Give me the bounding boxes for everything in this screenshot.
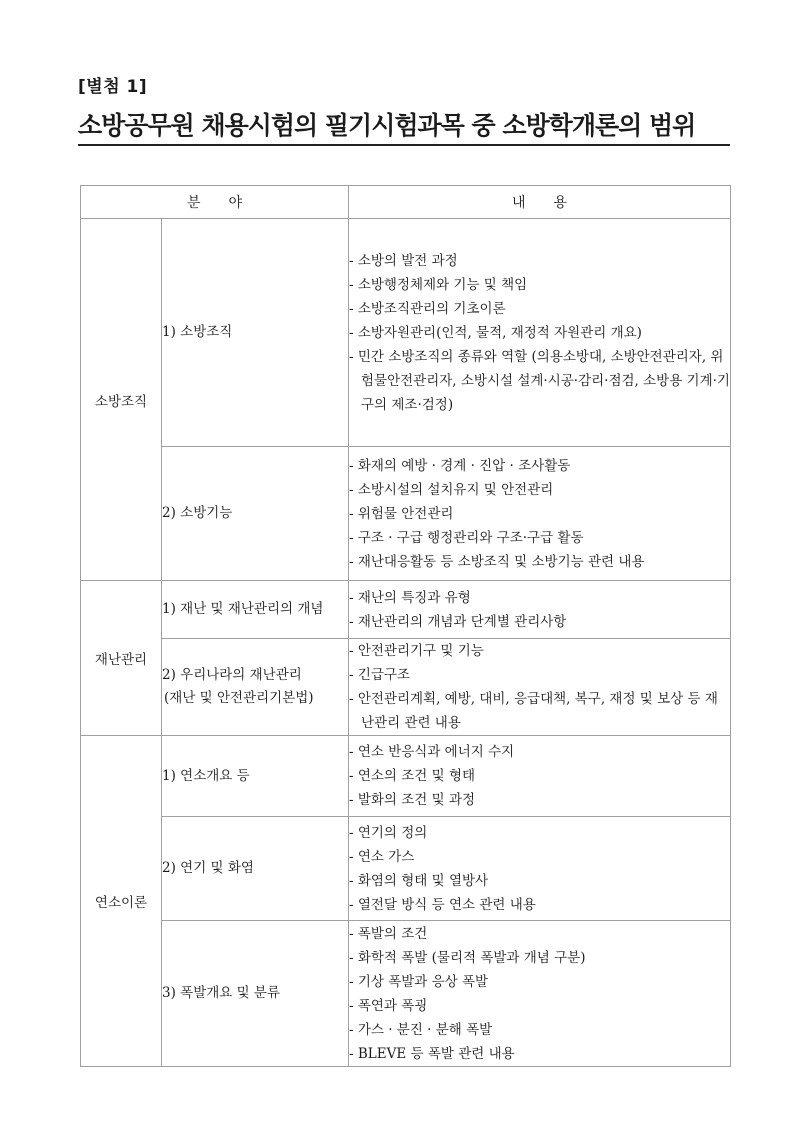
subcategory-label: 2) 우리나라의 재난관리 bbox=[162, 667, 302, 683]
table-body bbox=[81, 219, 731, 1067]
category-cell: 소방조직 bbox=[81, 219, 162, 581]
content-cell bbox=[349, 447, 731, 581]
content-cell bbox=[349, 219, 731, 447]
subcategory-label: 1) 연소개요 등 bbox=[162, 767, 250, 784]
list-item: - 화재의 예방 · 경계 · 진압 · 조사활동 bbox=[349, 457, 571, 474]
list-item: - 안전관리계획, 예방, 대비, 응급대책, 복구, 재정 및 보상 등 재난관리 관련 내용 bbox=[349, 691, 718, 731]
subcategory-label: 2) 연기 및 화염 bbox=[162, 860, 254, 876]
subcategory-label: (재난 및 안전관리기본법) bbox=[164, 690, 314, 706]
list-item: - 열전달 방식 등 연소 관련 내용 bbox=[349, 896, 536, 913]
subcategory-cell bbox=[162, 736, 349, 817]
header-field: 분 야 bbox=[81, 186, 349, 219]
subcategory-cell bbox=[162, 219, 349, 447]
content-list bbox=[349, 454, 730, 574]
list-item: - 폭연과 폭굉 bbox=[349, 997, 428, 1014]
list-item: - 재난대응활동 등 소방조직 및 소방기능 관련 내용 bbox=[349, 553, 645, 570]
subcategory-cell bbox=[162, 581, 349, 639]
scope-table bbox=[80, 185, 731, 1067]
title-underline bbox=[78, 144, 730, 146]
list-item: - 기상 폭발과 응상 폭발 bbox=[349, 973, 489, 990]
content-list bbox=[349, 740, 730, 812]
content-list bbox=[349, 821, 730, 917]
subcategory-cell bbox=[162, 447, 349, 581]
list-item: - 안전관리기구 및 기능 bbox=[349, 643, 484, 659]
list-item: - 연소의 조건 및 형태 bbox=[349, 768, 476, 784]
list-item: - 소방의 발전 과정 bbox=[349, 252, 458, 269]
list-item: - 구조 · 구급 행정관리와 구조·구급 활동 bbox=[349, 529, 584, 546]
content-cell bbox=[349, 639, 731, 736]
list-item: - 소방조직관리의 기초이론 bbox=[349, 300, 506, 317]
content-list bbox=[349, 639, 730, 735]
list-item: - 소방자원관리(인적, 물적, 재정적 자원관리 개요) bbox=[349, 324, 642, 341]
list-item: - 화학적 폭발 (물리적 폭발과 개념 구분) bbox=[349, 949, 586, 966]
table-row bbox=[81, 736, 731, 817]
document-title: 소방공무원 채용시험의 필기시험과목 중 소방학개론의 범위 bbox=[78, 111, 696, 140]
list-item: - BLEVE 등 폭발 관련 내용 bbox=[349, 1045, 515, 1062]
content-list bbox=[349, 249, 730, 417]
subcategory-label: 1) 소방조직 bbox=[162, 324, 233, 340]
list-item: - 재난관리의 개념과 단계별 관리사항 bbox=[349, 613, 567, 630]
header-content: 내 용 bbox=[349, 186, 731, 219]
table-row bbox=[81, 447, 731, 581]
content-list bbox=[349, 922, 730, 1066]
list-item: - 발화의 조건 및 과정 bbox=[349, 792, 476, 808]
list-item: - 재난의 특징과 유형 bbox=[349, 589, 471, 606]
table-row bbox=[81, 639, 731, 736]
list-item: - 화염의 형태 및 열방사 bbox=[349, 872, 489, 889]
category-cell: 재난관리 bbox=[81, 581, 162, 736]
table-row bbox=[81, 817, 731, 921]
list-item: - 연소 가스 bbox=[349, 848, 415, 865]
content-cell bbox=[349, 736, 731, 817]
subcategory-label: 3) 폭발개요 및 분류 bbox=[162, 985, 281, 1001]
attachment-label: [별첨 1] bbox=[78, 77, 148, 97]
list-item: - 소방행정체제와 기능 및 책임 bbox=[349, 276, 528, 293]
list-item: - 폭발의 조건 bbox=[349, 925, 428, 942]
content-cell bbox=[349, 817, 731, 921]
list-item: - 가스 · 분진 · 분해 폭발 bbox=[349, 1021, 493, 1038]
subcategory-label: 2) 소방기능 bbox=[162, 505, 233, 521]
list-item: - 위험물 안전관리 bbox=[349, 505, 454, 522]
table-header-row bbox=[81, 186, 731, 219]
subcategory-cell bbox=[162, 817, 349, 921]
content-cell bbox=[349, 581, 731, 639]
table-row bbox=[81, 219, 731, 447]
table-row bbox=[81, 581, 731, 639]
list-item: - 연기의 정의 bbox=[349, 824, 428, 841]
subcategory-label: 1) 재난 및 재난관리의 개념 bbox=[162, 601, 324, 617]
subcategory-cell bbox=[162, 921, 349, 1067]
table-row bbox=[81, 921, 731, 1067]
list-item: - 민간 소방조직의 종류와 역할 (의용소방대, 소방안전관리자, 위험물안전관리자, 소방시설 설계·시공·감리·점검, 소방용 기계·기구의 제조·검정) bbox=[349, 348, 730, 413]
list-item: - 긴급구조 bbox=[349, 667, 411, 683]
content-cell bbox=[349, 921, 731, 1067]
category-cell: 연소이론 bbox=[81, 736, 162, 1067]
list-item: - 연소 반응식과 에너지 수지 bbox=[349, 744, 515, 760]
subcategory-cell bbox=[162, 639, 349, 736]
content-list bbox=[349, 586, 730, 634]
list-item: - 소방시설의 설치유지 및 안전관리 bbox=[349, 481, 554, 498]
